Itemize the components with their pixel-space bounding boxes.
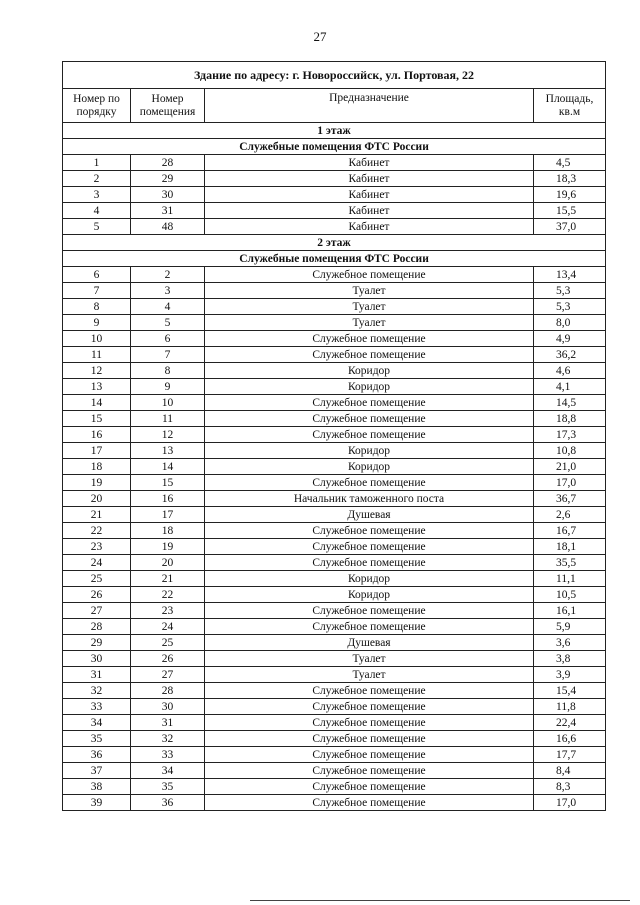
cell-room-no: 6 (131, 331, 205, 347)
table-row (63, 491, 606, 507)
cell-room-no: 24 (131, 619, 205, 635)
cell-room-no: 3 (131, 283, 205, 299)
cell-order-no: 8 (63, 299, 131, 315)
table-row (63, 651, 606, 667)
table-row (63, 315, 606, 331)
cell-area: 37,0 (534, 219, 606, 235)
cell-room-no: 31 (131, 203, 205, 219)
cell-purpose: Туалет (205, 299, 534, 315)
cell-room-no: 21 (131, 571, 205, 587)
building-title-row (63, 62, 606, 89)
cell-order-no: 12 (63, 363, 131, 379)
table-row (63, 731, 606, 747)
cell-order-no: 14 (63, 395, 131, 411)
cell-area: 4,5 (534, 155, 606, 171)
cell-order-no: 33 (63, 699, 131, 715)
table-row (63, 699, 606, 715)
cell-order-no: 20 (63, 491, 131, 507)
cell-room-no: 5 (131, 315, 205, 331)
cell-order-no: 3 (63, 187, 131, 203)
cell-order-no: 21 (63, 507, 131, 523)
cell-room-no: 8 (131, 363, 205, 379)
cell-order-no: 37 (63, 763, 131, 779)
table-row (63, 443, 606, 459)
cell-room-no: 14 (131, 459, 205, 475)
cell-area: 17,3 (534, 427, 606, 443)
cell-purpose: Коридор (205, 363, 534, 379)
cell-area: 8,3 (534, 779, 606, 795)
cell-purpose: Коридор (205, 571, 534, 587)
cell-room-no: 18 (131, 523, 205, 539)
cell-area: 2,6 (534, 507, 606, 523)
cell-purpose: Душевая (205, 507, 534, 523)
header-area (534, 89, 606, 123)
cell-room-no: 13 (131, 443, 205, 459)
cell-purpose: Служебное помещение (205, 539, 534, 555)
table-row (63, 411, 606, 427)
cell-purpose: Служебное помещение (205, 331, 534, 347)
cell-area: 22,4 (534, 715, 606, 731)
table-row (63, 795, 606, 811)
cell-room-no: 10 (131, 395, 205, 411)
cell-room-no: 2 (131, 267, 205, 283)
cell-purpose: Служебное помещение (205, 603, 534, 619)
cell-order-no: 26 (63, 587, 131, 603)
rooms-table-body (63, 62, 606, 811)
cell-area: 11,1 (534, 571, 606, 587)
cell-area: 16,6 (534, 731, 606, 747)
table-row (63, 763, 606, 779)
cell-purpose: Служебное помещение (205, 763, 534, 779)
table-row (63, 187, 606, 203)
cell-order-no: 38 (63, 779, 131, 795)
cell-purpose: Туалет (205, 283, 534, 299)
cell-order-no: 27 (63, 603, 131, 619)
cell-purpose: Туалет (205, 667, 534, 683)
section-group-row (63, 251, 606, 267)
cell-purpose: Кабинет (205, 155, 534, 171)
cell-room-no: 7 (131, 347, 205, 363)
cell-purpose: Туалет (205, 651, 534, 667)
cell-order-no: 4 (63, 203, 131, 219)
cell-purpose: Служебное помещение (205, 683, 534, 699)
cell-purpose: Служебное помещение (205, 267, 534, 283)
cell-order-no: 17 (63, 443, 131, 459)
cell-order-no: 18 (63, 459, 131, 475)
cell-purpose: Начальник таможенного поста (205, 491, 534, 507)
section-floor: 2 этаж (63, 235, 606, 251)
cell-area: 11,8 (534, 699, 606, 715)
header-room-no-line2: помещения (139, 105, 196, 118)
cell-order-no: 7 (63, 283, 131, 299)
header-purpose: Предназначение (205, 89, 534, 123)
cell-area: 5,3 (534, 299, 606, 315)
cell-area: 15,5 (534, 203, 606, 219)
cell-area: 35,5 (534, 555, 606, 571)
cell-purpose: Служебное помещение (205, 555, 534, 571)
cell-area: 36,7 (534, 491, 606, 507)
cell-purpose: Коридор (205, 459, 534, 475)
cell-purpose: Служебное помещение (205, 411, 534, 427)
cell-room-no: 17 (131, 507, 205, 523)
cell-purpose: Кабинет (205, 187, 534, 203)
cell-order-no: 16 (63, 427, 131, 443)
cell-area: 17,7 (534, 747, 606, 763)
cell-order-no: 11 (63, 347, 131, 363)
cell-room-no: 28 (131, 683, 205, 699)
cell-room-no: 33 (131, 747, 205, 763)
cell-order-no: 31 (63, 667, 131, 683)
table-row (63, 203, 606, 219)
cell-room-no: 34 (131, 763, 205, 779)
cell-area: 8,0 (534, 315, 606, 331)
cell-purpose: Служебное помещение (205, 523, 534, 539)
cell-purpose: Кабинет (205, 171, 534, 187)
cell-order-no: 34 (63, 715, 131, 731)
header-room-no (131, 89, 205, 123)
table-row (63, 379, 606, 395)
table-row (63, 171, 606, 187)
table-row (63, 155, 606, 171)
header-area-line2: кв.м (558, 105, 581, 118)
table-row (63, 683, 606, 699)
cell-room-no: 16 (131, 491, 205, 507)
cell-room-no: 15 (131, 475, 205, 491)
cell-purpose: Служебное помещение (205, 699, 534, 715)
table-row (63, 635, 606, 651)
cell-room-no: 29 (131, 171, 205, 187)
cell-area: 17,0 (534, 475, 606, 491)
cell-purpose: Кабинет (205, 219, 534, 235)
cell-room-no: 30 (131, 699, 205, 715)
cell-order-no: 6 (63, 267, 131, 283)
cell-area: 18,8 (534, 411, 606, 427)
cell-room-no: 26 (131, 651, 205, 667)
cell-area: 3,8 (534, 651, 606, 667)
cell-area: 8,4 (534, 763, 606, 779)
rooms-table (62, 61, 606, 811)
table-row (63, 363, 606, 379)
cell-area: 17,0 (534, 795, 606, 811)
cell-purpose: Служебное помещение (205, 619, 534, 635)
cell-room-no: 19 (131, 539, 205, 555)
cell-order-no: 30 (63, 651, 131, 667)
cell-order-no: 5 (63, 219, 131, 235)
cell-order-no: 19 (63, 475, 131, 491)
cell-purpose: Коридор (205, 587, 534, 603)
cell-area: 4,1 (534, 379, 606, 395)
table-row (63, 395, 606, 411)
page-number: 27 (313, 29, 327, 44)
cell-order-no: 10 (63, 331, 131, 347)
cell-purpose: Душевая (205, 635, 534, 651)
cell-area: 3,6 (534, 635, 606, 651)
cell-purpose: Служебное помещение (205, 475, 534, 491)
cell-room-no: 20 (131, 555, 205, 571)
cell-purpose: Служебное помещение (205, 747, 534, 763)
table-row (63, 219, 606, 235)
cell-room-no: 22 (131, 587, 205, 603)
cell-purpose: Служебное помещение (205, 731, 534, 747)
cell-order-no: 28 (63, 619, 131, 635)
table-row (63, 571, 606, 587)
cell-area: 19,6 (534, 187, 606, 203)
cell-room-no: 12 (131, 427, 205, 443)
cell-purpose: Коридор (205, 443, 534, 459)
cell-order-no: 15 (63, 411, 131, 427)
cell-purpose: Служебное помещение (205, 395, 534, 411)
cell-purpose: Служебное помещение (205, 347, 534, 363)
table-row (63, 587, 606, 603)
cell-room-no: 9 (131, 379, 205, 395)
header-order-no (63, 89, 131, 123)
cell-order-no: 39 (63, 795, 131, 811)
cell-order-no: 29 (63, 635, 131, 651)
cell-room-no: 25 (131, 635, 205, 651)
cell-room-no: 11 (131, 411, 205, 427)
section-floor: 1 этаж (63, 123, 606, 139)
cell-area: 3,9 (534, 667, 606, 683)
cell-order-no: 13 (63, 379, 131, 395)
header-order-no-line2: порядку (76, 105, 117, 118)
cell-order-no: 24 (63, 555, 131, 571)
table-row (63, 779, 606, 795)
cell-order-no: 25 (63, 571, 131, 587)
table-row (63, 267, 606, 283)
table-row (63, 283, 606, 299)
section-group: Служебные помещения ФТС России (63, 139, 606, 155)
cell-order-no: 1 (63, 155, 131, 171)
table-row (63, 507, 606, 523)
section-floor-row (63, 235, 606, 251)
cell-area: 5,3 (534, 283, 606, 299)
cell-room-no: 48 (131, 219, 205, 235)
cell-purpose: Кабинет (205, 203, 534, 219)
table-row (63, 459, 606, 475)
cell-area: 14,5 (534, 395, 606, 411)
cell-order-no: 32 (63, 683, 131, 699)
cell-room-no: 35 (131, 779, 205, 795)
cell-area: 18,1 (534, 539, 606, 555)
section-group: Служебные помещения ФТС России (63, 251, 606, 267)
table-row (63, 523, 606, 539)
table-row (63, 667, 606, 683)
cell-room-no: 36 (131, 795, 205, 811)
cell-order-no: 22 (63, 523, 131, 539)
header-row (63, 89, 606, 123)
cell-room-no: 32 (131, 731, 205, 747)
footer-divider (250, 900, 630, 901)
cell-purpose: Коридор (205, 379, 534, 395)
cell-area: 10,8 (534, 443, 606, 459)
cell-room-no: 30 (131, 187, 205, 203)
table-row (63, 555, 606, 571)
table-row (63, 715, 606, 731)
section-floor-row (63, 123, 606, 139)
section-group-row (63, 139, 606, 155)
cell-area: 4,9 (534, 331, 606, 347)
cell-order-no: 36 (63, 747, 131, 763)
table-row (63, 539, 606, 555)
table-row (63, 747, 606, 763)
cell-purpose: Служебное помещение (205, 795, 534, 811)
table-row (63, 603, 606, 619)
cell-purpose: Служебное помещение (205, 779, 534, 795)
cell-room-no: 4 (131, 299, 205, 315)
cell-area: 21,0 (534, 459, 606, 475)
cell-order-no: 23 (63, 539, 131, 555)
table-row (63, 619, 606, 635)
cell-room-no: 27 (131, 667, 205, 683)
table-row (63, 347, 606, 363)
cell-order-no: 2 (63, 171, 131, 187)
cell-purpose: Служебное помещение (205, 715, 534, 731)
cell-purpose: Туалет (205, 315, 534, 331)
building-title: Здание по адресу: г. Новороссийск, ул. Портовая, 22 (63, 62, 606, 89)
cell-area: 18,3 (534, 171, 606, 187)
cell-area: 10,5 (534, 587, 606, 603)
cell-area: 5,9 (534, 619, 606, 635)
cell-room-no: 28 (131, 155, 205, 171)
cell-order-no: 9 (63, 315, 131, 331)
table-row (63, 299, 606, 315)
cell-area: 16,1 (534, 603, 606, 619)
cell-area: 15,4 (534, 683, 606, 699)
cell-area: 13,4 (534, 267, 606, 283)
cell-area: 16,7 (534, 523, 606, 539)
header-room-no-line1: Номер (151, 92, 184, 105)
header-order-no-line1: Номер по (73, 92, 120, 105)
header-area-line1: Площадь, (545, 92, 594, 105)
cell-order-no: 35 (63, 731, 131, 747)
cell-area: 4,6 (534, 363, 606, 379)
table-row (63, 475, 606, 491)
cell-room-no: 23 (131, 603, 205, 619)
table-row (63, 427, 606, 443)
cell-purpose: Служебное помещение (205, 427, 534, 443)
cell-room-no: 31 (131, 715, 205, 731)
cell-area: 36,2 (534, 347, 606, 363)
table-row (63, 331, 606, 347)
